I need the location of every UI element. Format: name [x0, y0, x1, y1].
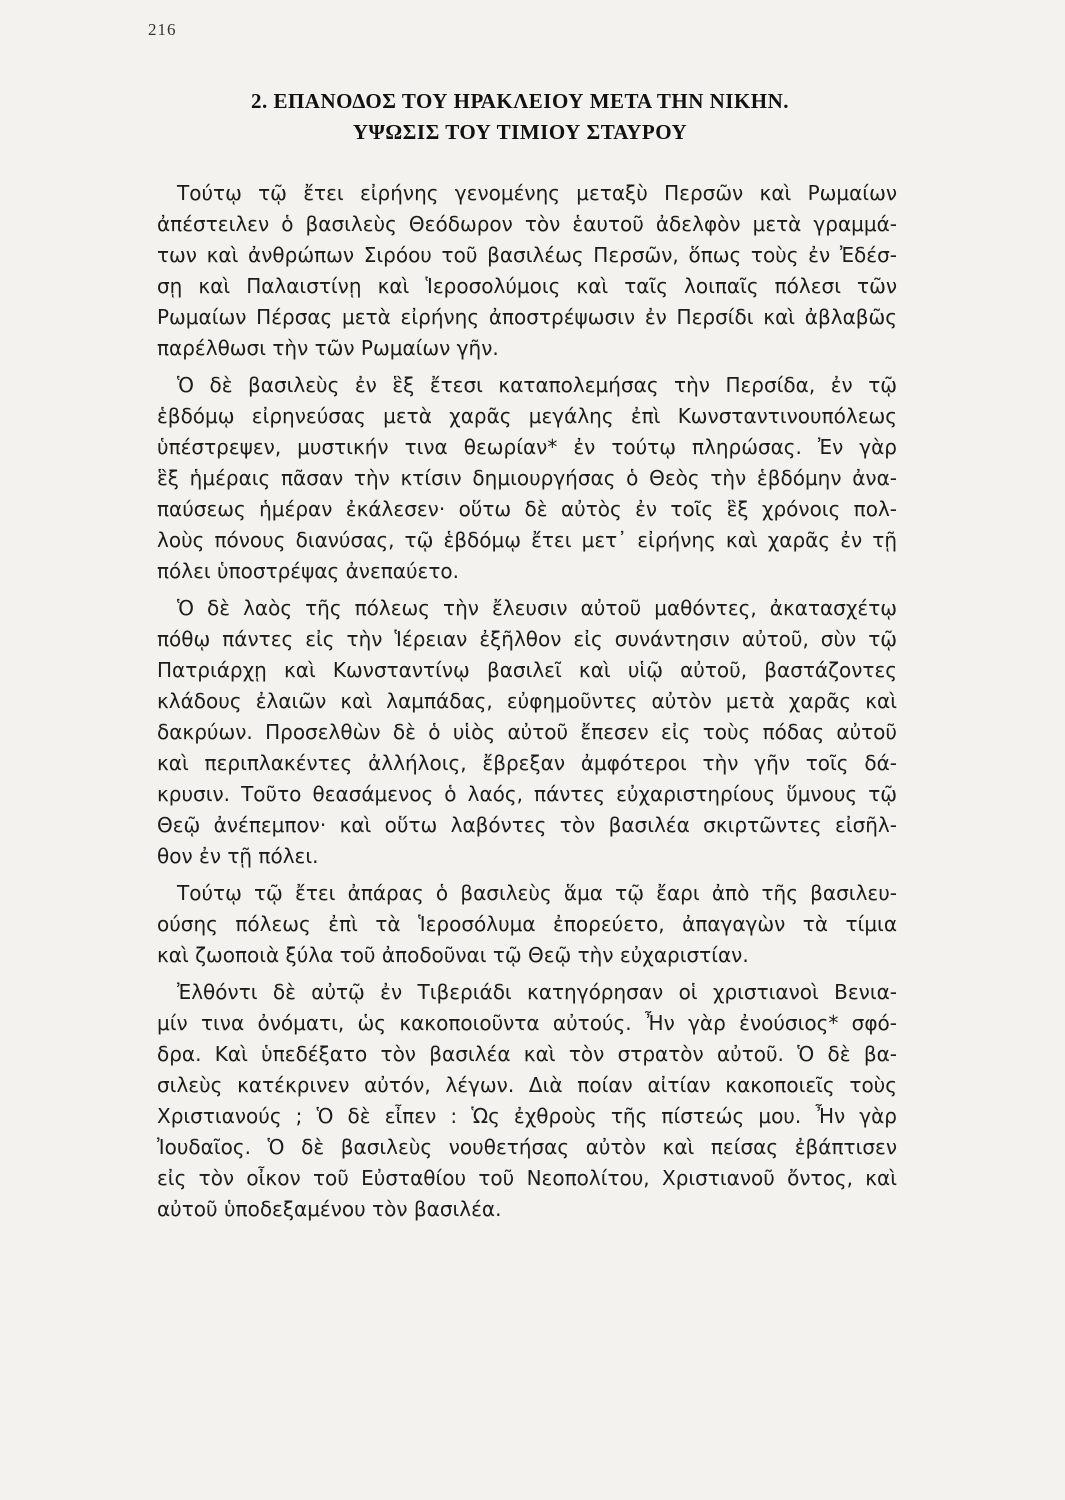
text-line: Ἐλθόντι δὲ αὐτῷ ἐν Τιβεριάδι κατηγόρησαν οἱ χριστιανοὶ Βενια- — [177, 980, 897, 1004]
text-line: πόλει ὑποστρέψας ἀνεπαύετο. — [157, 559, 460, 583]
text-line: σιλεὺς κατέκρινεν αὐτόν, λέγων. Διὰ ποίαν αἰτίαν κακοποιεῖς τοὺς — [157, 1073, 897, 1097]
text-line: κρυσιν. Τοῦτο θεασάμενος ὁ λαός, πάντες εὐχαριστηρίους ὕμνους τῷ — [157, 782, 897, 806]
text-line: δρα. Καὶ ὑπεδέξατο τὸν βασιλέα καὶ τὸν στρατὸν αὐτοῦ. Ὁ δὲ βα- — [157, 1042, 897, 1066]
text-line: Χριστιανούς ; Ὁ δὲ εἶπεν : Ὡς ἐχθροὺς τῆς πίστεώς μου. Ἦν γὰρ — [157, 1104, 897, 1128]
text-line: κλάδους ἐλαιῶν καὶ λαμπάδας, εὐφημοῦντες αὐτὸν μετὰ χαρᾶς καὶ — [157, 689, 897, 713]
text-line: ἀπέστειλεν ὁ βασιλεὺς Θεόδωρον τὸν ἑαυτοῦ ἀδελφὸν μετὰ γραμμά- — [157, 212, 897, 236]
paragraph-5 — [157, 977, 897, 1225]
paragraph-4 — [157, 878, 897, 971]
text-line: πόθῳ πάντες εἰς τὴν Ἱέρειαν ἐξῆλθον εἰς συνάντησιν αὐτοῦ, σὺν τῷ — [157, 627, 897, 651]
text-line: μίν τινα ὀνόματι, ὡς κακοποιοῦντα αὐτούς. Ἦν γὰρ ἐνούσιος* σφό- — [157, 1011, 897, 1035]
text-line: Θεῷ ἀνέπεμπον· καὶ οὕτω λαβόντες τὸν βασιλέα σκιρτῶντες εἰσῆλ- — [157, 813, 897, 837]
text-line: Ὁ δὲ βασιλεὺς ἐν ἓξ ἔτεσι καταπολεμήσας τὴν Περσίδα, ἐν τῷ — [177, 373, 897, 397]
text-line: των καὶ ἀνθρώπων Σιρόου τοῦ βασιλέως Περσῶν, ὅπως τοὺς ἐν Ἐδέσ- — [157, 243, 897, 267]
text-line: καὶ περιπλακέντες ἀλλήλοις, ἔβρεξαν ἀμφότεροι τὴν γῆν τοῖς δά- — [157, 751, 897, 775]
text-line: λοὺς πόνους διανύσας, τῷ ἑβδόμῳ ἔτει μετ᾽ εἰρήνης καὶ χαρᾶς ἐν τῇ — [157, 528, 897, 552]
paragraph-1 — [157, 178, 897, 364]
text-line: Ἰουδαῖος. Ὁ δὲ βασιλεὺς νουθετήσας αὐτὸν καὶ πείσας ἐβάπτισεν — [157, 1135, 897, 1159]
text-line: ἑβδόμῳ εἰρηνεύσας μετὰ χαρᾶς μεγάλης ἐπὶ Κωνσταντινουπόλεως — [157, 404, 897, 428]
heading-line-1: 2. ΕΠΑΝΟΔΟΣ ΤΟΥ ΗΡΑΚΛΕΙΟΥ ΜΕΤΑ ΤΗΝ ΝΙΚΗΝ. — [250, 89, 790, 113]
page-number: 216 — [148, 20, 177, 39]
text-line: Τούτῳ τῷ ἔτει εἰρήνης γενομένης μεταξὺ Περσῶν καὶ Ρωμαίων — [177, 181, 897, 205]
text-line: αὐτοῦ ὑποδεξαμένου τὸν βασιλέα. — [157, 1197, 502, 1221]
text-line: ἓξ ἡμέραις πᾶσαν τὴν κτίσιν δημιουργήσας ὁ Θεὸς τὴν ἑβδόμην ἀνα- — [157, 466, 897, 490]
heading-line-2: ΥΨΩΣΙΣ ΤΟΥ ΤΙΜΙΟΥ ΣΤΑΥΡΟΥ — [352, 120, 688, 144]
text-line: ὑπέστρεψεν, μυστικήν τινα θεωρίαν* ἐν τούτῳ πληρώσας. Ἐν γὰρ — [157, 435, 897, 459]
text-line: σῃ καὶ Παλαιστίνῃ καὶ Ἱεροσολύμοις καὶ ταῖς λοιπαῖς πόλεσι τῶν — [157, 274, 897, 298]
text-line: θον ἐν τῇ πόλει. — [157, 844, 319, 868]
text-line: δακρύων. Προσελθὼν δὲ ὁ υἱὸς αὐτοῦ ἔπεσεν εἰς τοὺς πόδας αὐτοῦ — [157, 720, 897, 744]
paragraph-2 — [157, 370, 897, 587]
text-line: παύσεως ἡμέραν ἐκάλεσεν· οὕτω δὲ αὐτὸς ἐν τοῖς ἓξ χρόνοις πολ- — [157, 497, 897, 521]
paragraph-3 — [157, 593, 897, 872]
text-line: Ρωμαίων Πέρσας μετὰ εἰρήνης ἀποστρέψωσιν ἐν Περσίδι καὶ ἀβλαβῶς — [157, 305, 897, 329]
text-line: καὶ ζωοποιὰ ξύλα τοῦ ἀποδοῦναι τῷ Θεῷ τὴν εὐχαριστίαν. — [157, 943, 749, 967]
text-line: εἰς τὸν οἶκον τοῦ Εὐσταθίου τοῦ Νεοπολίτου, Χριστιανοῦ ὄντος, καὶ — [157, 1166, 897, 1190]
text-line: Ὁ δὲ λαὸς τῆς πόλεως τὴν ἔλευσιν αὐτοῦ μαθόντες, ἀκατασχέτῳ — [177, 596, 897, 620]
text-line: Πατριάρχῃ καὶ Κωνσταντίνῳ βασιλεῖ καὶ υἱῷ αὐτοῦ, βαστάζοντες — [157, 658, 897, 682]
chapter-heading — [150, 86, 890, 148]
text-line: ούσης πόλεως ἐπὶ τὰ Ἱεροσόλυμα ἐπορεύετο, ἀπαγαγὼν τὰ τίμια — [157, 912, 897, 936]
text-line: παρέλθωσι τὴν τῶν Ρωμαίων γῆν. — [157, 336, 499, 360]
text-line: Τούτῳ τῷ ἔτει ἀπάρας ὁ βασιλεὺς ἅμα τῷ ἔαρι ἀπὸ τῆς βασιλευ- — [177, 881, 897, 905]
body-text — [157, 178, 897, 1225]
